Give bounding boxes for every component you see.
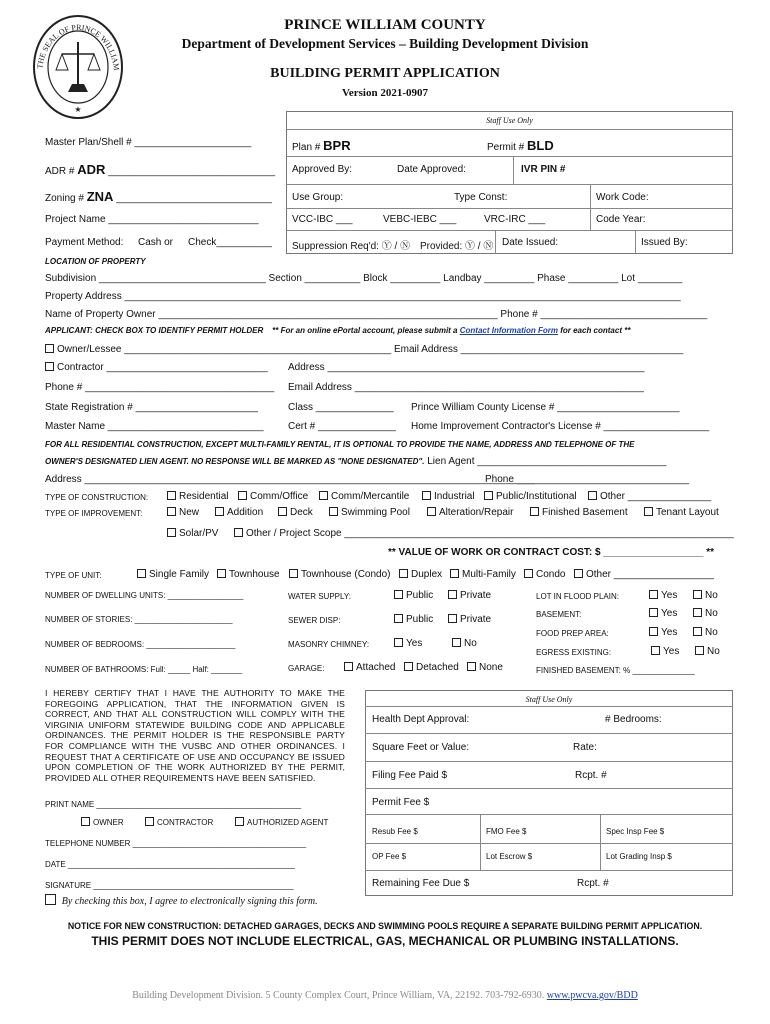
ivr-pin-field[interactable]: IVR PIN # <box>521 164 566 175</box>
home-improvement-license-field[interactable]: Home Improvement Contractor's License # ___________________ <box>411 421 710 432</box>
vcc-ibc-field[interactable]: VCC-IBC ___ <box>292 214 353 225</box>
location-heading: LOCATION OF PROPERTY <box>45 257 146 266</box>
flood-plain-no[interactable]: No <box>693 590 718 601</box>
suppression-required[interactable]: Suppression Req'd: Ⓨ / Ⓝ <box>292 241 411 252</box>
plan-value: BPR <box>323 138 351 153</box>
spec-insp-fee-field[interactable]: Spec Insp Fee $ <box>606 827 665 836</box>
sewer-disp-label: SEWER DISP: <box>288 616 341 625</box>
unit-type-label: TYPE OF UNIT: <box>45 571 102 580</box>
applicant-heading <box>45 326 630 335</box>
food-prep-label: FOOD PREP AREA: <box>536 629 609 638</box>
contact-suffix: for each contact ** <box>560 326 631 335</box>
unit-townhouse-condo[interactable]: Townhouse (Condo) <box>289 569 391 580</box>
egress-label: EGRESS EXISTING: <box>536 648 612 657</box>
contact-info-form-link[interactable]: Contact Information Form <box>459 326 558 335</box>
plan-number-field[interactable] <box>292 138 351 153</box>
applicant-heading-text: APPLICANT: CHECK BOX TO IDENTIFY PERMIT HOLDER <box>45 326 264 335</box>
zoning-field[interactable] <box>45 189 272 204</box>
date-issued-field[interactable]: Date Issued: <box>502 237 559 248</box>
square-feet-field[interactable]: Square Feet or Value: <box>372 742 470 753</box>
adr-field[interactable] <box>45 162 275 177</box>
project-name-field[interactable]: Project Name ___________________________ <box>45 214 259 225</box>
footer <box>0 990 770 1001</box>
resub-fee-field[interactable]: Resub Fee $ <box>372 827 418 836</box>
telephone-field[interactable]: TELEPHONE NUMBER _______________________________________ <box>45 839 307 848</box>
signature-field[interactable]: SIGNATURE _____________________________________________ <box>45 881 294 890</box>
remaining-rcpt-field[interactable]: Rcpt. # <box>577 878 609 889</box>
subdivision-row[interactable]: Subdivision ______________________________ Section __________ Block _________ Landbay _________ Phase _________ Lot ________ <box>45 273 683 284</box>
unit-single-family[interactable]: Single Family <box>137 569 209 580</box>
lien-agent-field[interactable]: Lien Agent __________________________________ <box>427 456 667 467</box>
dwelling-units-field[interactable]: NUMBER OF DWELLING UNITS: _________________ <box>45 591 244 600</box>
code-year-field[interactable]: Code Year: <box>596 214 646 225</box>
type-const-field[interactable]: Type Const: <box>454 192 508 203</box>
class-field[interactable]: Class ______________ <box>288 402 394 413</box>
approved-by-field[interactable]: Approved By: <box>292 164 353 175</box>
improvement-other-scope[interactable]: Other / Project Scope ______________________________________________________________________ <box>234 528 734 539</box>
new-construction-notice: NOTICE FOR NEW CONSTRUCTION: DETACHED GARAGES, DECKS AND SWIMMING POOLS REQUIRE A SEPARATE BUILDING PERMIT APPLICATION. <box>67 921 703 931</box>
water-public[interactable]: Public <box>394 590 433 601</box>
property-owner-row[interactable]: Name of Property Owner _____________________________________________________________ Phone # ______________________________ <box>45 309 708 320</box>
master-plan-field[interactable]: Master Plan/Shell # _____________________ <box>45 137 252 148</box>
applicant-address-field[interactable]: Address _________________________________________________________ <box>288 362 645 373</box>
contractor-checkbox[interactable] <box>45 362 54 371</box>
date-approved-field[interactable]: Date Approved: <box>397 164 466 175</box>
payment-check-field[interactable]: Check__________ <box>188 237 272 248</box>
svg-text:★: ★ <box>74 105 82 114</box>
permit-number-field[interactable] <box>487 138 554 153</box>
work-code-field[interactable]: Work Code: <box>596 192 649 203</box>
contractor-row[interactable] <box>45 362 268 373</box>
cert-field[interactable]: Cert # ______________ <box>288 421 396 432</box>
egress-yes[interactable]: Yes <box>651 646 679 657</box>
esign-label: By checking this box, I agree to electronically signing this form. <box>61 896 318 907</box>
value-of-work-field[interactable]: ** VALUE OF WORK OR CONTRACT COST: $ __________________ ** <box>388 547 715 558</box>
pwc-license-field[interactable]: Prince William County License # ______________________ <box>411 402 680 413</box>
form-version: Version 2021-0907 <box>341 87 429 99</box>
property-address-field[interactable]: Property Address ____________________________________________________________________________________________________ <box>45 291 681 302</box>
role-owner[interactable]: OWNER <box>81 817 124 827</box>
footer-website-link[interactable]: www.pwcva.gov/BDD <box>546 990 638 1001</box>
chimney-yes[interactable]: Yes <box>394 638 422 649</box>
issued-by-field[interactable]: Issued By: <box>641 237 688 248</box>
garage-label: GARAGE: <box>288 664 325 673</box>
lien-phone-field[interactable]: Phone _______________________________ <box>485 474 690 485</box>
sewer-public[interactable]: Public <box>394 614 433 625</box>
lien-notice-line1: FOR ALL RESIDENTIAL CONSTRUCTION, EXCEPT MULTI-FAMILY RENTAL, IT IS OPTIONAL TO PROVIDE THE NAME, ADDRESS AND TELEPHONE OF THE <box>45 440 635 449</box>
filing-rcpt-field[interactable]: Rcpt. # <box>575 770 607 781</box>
garage-detached[interactable]: Detached <box>404 662 459 673</box>
seal-text: THE SEAL OF PRINCE WILLIAM <box>35 22 121 71</box>
payment-cash-option[interactable]: Cash or <box>138 237 174 248</box>
county-name: PRINCE WILLIAM COUNTY <box>284 17 486 33</box>
permit-exclusion-notice: THIS PERMIT DOES NOT INCLUDE ELECTRICAL, GAS, MECHANICAL OR PLUMBING INSTALLATIONS. <box>91 934 679 948</box>
esign-checkbox[interactable] <box>45 894 56 905</box>
lot-grading-field[interactable]: Lot Grading Insp $ <box>606 852 672 861</box>
unit-condo[interactable]: Condo <box>524 569 565 580</box>
flood-plain-label: LOT IN FLOOD PLAIN: <box>536 592 619 601</box>
adr-line: ______________________________ <box>108 166 276 177</box>
bathrooms-field[interactable]: NUMBER OF BATHROOMS: Full: _____ Half: _______ <box>45 665 243 674</box>
staff-use-box-top <box>286 111 733 254</box>
state-registration-field[interactable]: State Registration # ______________________ <box>45 402 258 413</box>
improvement-deck[interactable]: Deck <box>278 507 313 518</box>
eportal-note: ** For an online ePortal account, please submit a <box>272 326 458 335</box>
improvement-swimming-pool[interactable]: Swimming Pool <box>329 507 410 518</box>
date-field[interactable]: DATE ___________________________________________________ <box>45 860 295 869</box>
suppression-provided[interactable]: Provided: Ⓨ / Ⓝ <box>420 241 494 252</box>
permit-value: BLD <box>527 138 554 153</box>
bedrooms-field[interactable]: NUMBER OF BEDROOMS: ____________________ <box>45 640 236 649</box>
construction-type-comm-mercantile[interactable]: Comm/Mercantile <box>319 491 409 502</box>
improvement-tenant-layout[interactable]: Tenant Layout <box>644 507 719 518</box>
applicant-email-field[interactable]: Email Address ____________________________________________________ <box>288 382 644 393</box>
vrc-irc-field[interactable]: VRC-IRC ___ <box>484 214 546 225</box>
footer-address: Building Development Division. 5 County Complex Court, Prince William, VA, 22192. 703-792-6930. <box>132 990 545 1001</box>
certification-text: I HEREBY CERTIFY THAT I HAVE THE AUTHORITY TO MAKE THE FOREGOING APPLICATION, THAT THE INFORMATION GIVEN IS CORRECT, AND THAT ALL CONSTRUCTION WILL COMPLY WITH THE VIRGINIA UNIFORM STATEWIDE BUILDING CODE AND APPLICABLE ORDINANCES. THE PERMIT HOLDER IS THE RESPONSIBLE PARTY FOR COMPLIANCE WITH THE VUSBC AND OTHER ORDINANCES. I REQUEST THAT A CERTIFICATE OF USE AND OCCUPANCY BE ISSUED UPON COMPLETION OF THE WORK AUTHORIZED BY THE PERMIT, PROVIDED ALL OTHER REQUIREMENTS HAVE BEEN SATISFIED. <box>45 688 345 783</box>
unit-townhouse[interactable]: Townhouse <box>217 569 280 580</box>
basement-label: BASEMENT: <box>536 610 582 619</box>
unit-multi-family[interactable]: Multi-Family <box>450 569 516 580</box>
stories-field[interactable]: NUMBER OF STORIES: ______________________ <box>45 615 233 624</box>
improvement-solar[interactable]: Solar/PV <box>167 528 218 539</box>
rate-field[interactable]: Rate: <box>573 742 597 753</box>
food-prep-no[interactable]: No <box>693 627 718 638</box>
department-name: Department of Development Services – Building Development Division <box>181 36 589 51</box>
print-name-field[interactable]: PRINT NAME ______________________________________________ <box>45 800 302 809</box>
unit-other[interactable]: Other __________________ <box>574 569 714 580</box>
zoning-line: ____________________________ <box>116 193 272 204</box>
construction-type-comm-office[interactable]: Comm/Office <box>238 491 308 502</box>
adr-label: ADR # <box>45 166 75 177</box>
flood-plain-yes[interactable]: Yes <box>649 590 677 601</box>
vebc-iebc-field[interactable]: VEBC-IEBC ___ <box>383 214 457 225</box>
role-authorized-agent[interactable]: AUTHORIZED AGENT <box>235 817 328 827</box>
zoning-value: ZNA <box>86 189 114 204</box>
construction-type-label: TYPE OF CONSTRUCTION: <box>45 493 149 502</box>
masonry-chimney-label: MASONRY CHIMNEY: <box>288 640 370 649</box>
garage-attached[interactable]: Attached <box>344 662 395 673</box>
lien-address-field[interactable]: Address _________________________________________________________________________________ <box>45 474 535 485</box>
use-group-field[interactable]: Use Group: <box>292 192 344 203</box>
construction-type-residential[interactable]: Residential <box>167 491 228 502</box>
basement-yes[interactable]: Yes <box>649 608 677 619</box>
unit-duplex[interactable]: Duplex <box>399 569 442 580</box>
sewer-private[interactable]: Private <box>448 614 491 625</box>
water-supply-label: WATER SUPPLY: <box>288 592 351 601</box>
adr-value: ADR <box>77 162 106 177</box>
owner-lessee-row[interactable] <box>45 344 683 355</box>
improvement-type-label: TYPE OF IMPROVEMENT: <box>45 509 143 518</box>
construction-type-other[interactable]: Other _______________ <box>588 491 711 502</box>
food-prep-yes[interactable]: Yes <box>649 627 677 638</box>
improvement-addition[interactable]: Addition <box>215 507 263 518</box>
improvement-alteration-repair[interactable]: Alteration/Repair <box>427 507 513 518</box>
payment-method-label: Payment Method: <box>45 237 124 248</box>
esign-row[interactable] <box>45 894 318 907</box>
improvement-finished-basement[interactable]: Finished Basement <box>530 507 628 518</box>
egress-no[interactable]: No <box>695 646 720 657</box>
op-fee-field[interactable]: OP Fee $ <box>372 852 407 861</box>
staff-use-label-top: Staff Use Only <box>486 116 533 125</box>
role-contractor[interactable]: CONTRACTOR <box>145 817 213 827</box>
owner-lessee-checkbox[interactable] <box>45 344 54 353</box>
construction-type-industrial[interactable]: Industrial <box>422 491 475 502</box>
form-title: BUILDING PERMIT APPLICATION <box>270 66 500 81</box>
chimney-no[interactable]: No <box>452 638 477 649</box>
plan-label: Plan # <box>292 142 321 153</box>
lien-notice-line2-row <box>45 456 666 467</box>
contractor-label: Contractor _____________________________ <box>57 362 268 373</box>
master-name-field[interactable]: Master Name ____________________________ <box>45 421 264 432</box>
basement-no[interactable]: No <box>693 608 718 619</box>
applicant-phone-field[interactable]: Phone # __________________________________ <box>45 382 275 393</box>
garage-none[interactable]: None <box>467 662 503 673</box>
permit-fee-field[interactable]: Permit Fee $ <box>372 797 430 808</box>
staff-bedrooms-field[interactable]: # Bedrooms: <box>605 714 662 725</box>
lien-notice-line2: OWNER'S DESIGNATED LIEN AGENT. NO RESPONSE WILL BE MARKED AS "NONE DESIGNATED". <box>45 457 425 466</box>
health-dept-approval-field[interactable]: Health Dept Approval: <box>372 714 470 725</box>
owner-lessee-label: Owner/Lessee ________________________________________________ Email Address ________________________________________ <box>57 344 684 355</box>
zoning-label: Zoning # <box>45 193 84 204</box>
staff-use-label-bottom: Staff Use Only <box>525 695 573 704</box>
finished-basement-field[interactable]: FINISHED BASEMENT: % ______________ <box>536 666 695 675</box>
remaining-fee-field[interactable]: Remaining Fee Due $ <box>372 878 470 889</box>
fmo-fee-field[interactable]: FMO Fee $ <box>486 827 527 836</box>
construction-type-public[interactable]: Public/Institutional <box>484 491 577 502</box>
filing-fee-field[interactable]: Filing Fee Paid $ <box>372 770 448 781</box>
lot-escrow-field[interactable]: Lot Escrow $ <box>486 852 533 861</box>
improvement-new[interactable]: New <box>167 507 199 518</box>
permit-label: Permit # <box>487 142 525 153</box>
water-private[interactable]: Private <box>448 590 491 601</box>
